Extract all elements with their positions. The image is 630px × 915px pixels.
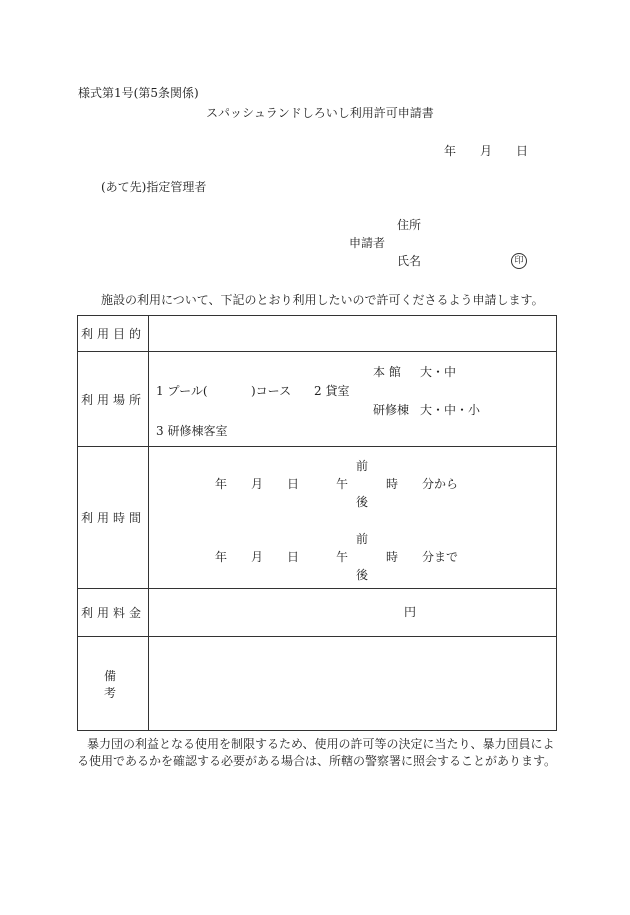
start-pm: 後 bbox=[356, 495, 369, 509]
end-day: 日 bbox=[287, 550, 300, 564]
remarks-row bbox=[78, 637, 556, 730]
place-option-pool-course: )コース bbox=[251, 384, 292, 398]
date-month: 月 bbox=[480, 144, 493, 158]
end-go: 午 bbox=[336, 550, 349, 564]
end-year: 年 bbox=[215, 550, 228, 564]
footer-note-line-1: 暴力団の利益となる使用を制限するため、使用の許可等の決定に当たり、暴力団員によ bbox=[87, 737, 555, 751]
start-month: 月 bbox=[251, 477, 264, 491]
start-go: 午 bbox=[336, 477, 349, 491]
remarks-label: 備考 bbox=[104, 668, 143, 700]
end-hour: 時 bbox=[386, 550, 399, 564]
start-year: 年 bbox=[215, 477, 228, 491]
start-day: 日 bbox=[287, 477, 300, 491]
purpose-row bbox=[78, 316, 556, 352]
honkan-sizes: 大・中 bbox=[420, 365, 457, 379]
kenshu-label: 研修棟 bbox=[373, 403, 410, 417]
purpose-label: 利用目的 bbox=[80, 327, 145, 341]
start-am: 前 bbox=[356, 459, 369, 473]
start-from: 分から bbox=[422, 477, 459, 491]
place-option-guestroom: 3 研修棟客室 bbox=[156, 424, 228, 438]
place-label: 利用場所 bbox=[80, 392, 145, 407]
end-pm: 後 bbox=[356, 568, 369, 582]
intro-text: 施設の利用について、下記のとおり利用したいので許可くださるよう申請します。 bbox=[101, 293, 544, 307]
applicant-label: 申請者 bbox=[349, 236, 386, 250]
time-label: 利用時間 bbox=[80, 511, 145, 525]
end-until: 分まで bbox=[422, 550, 459, 564]
end-am: 前 bbox=[356, 532, 369, 546]
application-table bbox=[77, 315, 557, 731]
end-month: 月 bbox=[251, 550, 264, 564]
kenshu-sizes: 大・中・小 bbox=[420, 403, 481, 417]
start-hour: 時 bbox=[386, 477, 399, 491]
form-number: 様式第1号(第5条関係) bbox=[78, 86, 199, 100]
honkan-label: 本 館 bbox=[373, 365, 401, 379]
time-row bbox=[78, 447, 556, 589]
seal-mark: 印 bbox=[511, 253, 527, 269]
address-label: 住所 bbox=[397, 218, 422, 232]
addressee: (あて先)指定管理者 bbox=[101, 180, 207, 194]
date-day: 日 bbox=[516, 144, 529, 158]
place-row bbox=[78, 352, 556, 447]
fee-row bbox=[78, 589, 556, 637]
footer-note-line-2: る使用であるかを確認する必要がある場合は、所轄の警察署に照会することがあります。 bbox=[77, 754, 557, 768]
place-option-pool: 1 プール( bbox=[156, 384, 208, 398]
fee-unit: 円 bbox=[404, 605, 417, 619]
name-label: 氏名 bbox=[397, 254, 422, 268]
fee-label: 利用料金 bbox=[80, 606, 145, 620]
form-title: スパッシュランドしろいし利用許可申請書 bbox=[206, 106, 434, 120]
place-option-room: 2 貸室 bbox=[314, 384, 350, 398]
date-year: 年 bbox=[444, 144, 457, 158]
